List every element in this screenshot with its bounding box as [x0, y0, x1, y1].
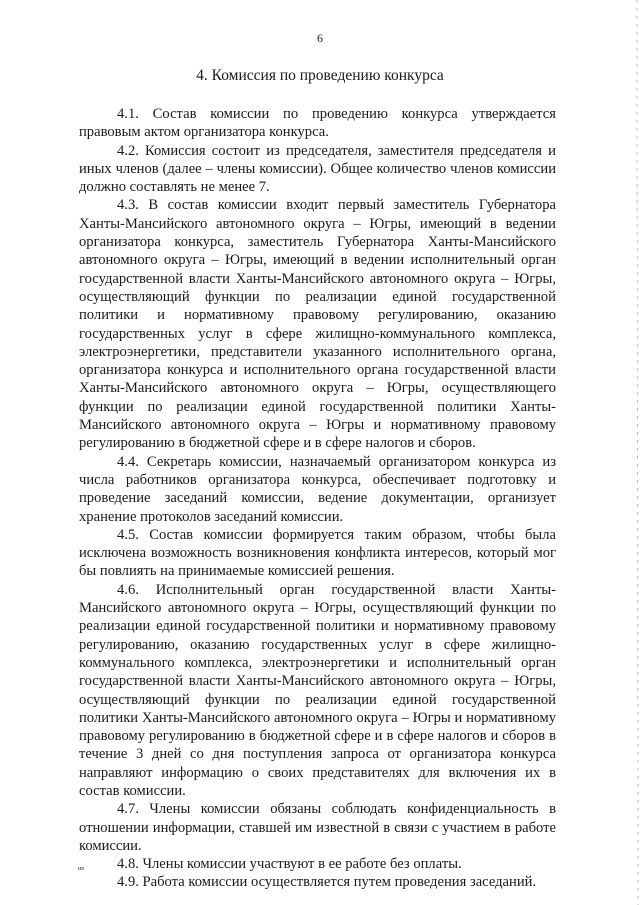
- page-number: 6: [317, 31, 323, 45]
- paragraph-4-3: 4.3. В состав комиссии входит первый заместитель Губернатора Ханты-Мансийского автономного округа – Югры, имеющий в ведении организатора конкурса, заместитель Губернатора Ханты-Мансийского автономного округа – Югры, имеющий в ведении исполнительный орган государственной власти Ханты-Мансийского автономного округа – Югры, осуществляющий функции по реализации единой государственной политики и нормативному правовому регулированию, оказанию государственных услуг в сфере жилищно-коммунального комплекса, электроэнергетики, представители указанного исполнительного органа, организатора конкурса и исполнительного органа государственной власти Ханты-Мансийского автономного округа – Югры, осуществляющего функции по реализации единой государственной политики Ханты-Мансийского автономного округа – Югры и нормативному правовому регулированию в бюджетной сфере и в сфере налогов и сборов.: [79, 197, 556, 452]
- scan-edge-shading: [634, 0, 640, 905]
- paragraph-4-4: 4.4. Секретарь комиссии, назначаемый организатором конкурса из числа работников организатора конкурса, обеспечивает подготовку и проведение заседаний комиссии, ведение документации, организует хранение протоколов заседаний комиссии.: [79, 453, 556, 525]
- document-body: [79, 105, 556, 892]
- paragraph-4-2: 4.2. Комиссия состоит из председателя, заместителя председателя и иных членов (далее – члены комиссии). Общее количество членов комиссии должно составлять не менее 7.: [79, 142, 556, 196]
- paragraph-4-7: 4.7. Члены комиссии обязаны соблюдать конфиденциальность в отношении информации, ставшей им известной в связи с участием в работе комиссии.: [79, 801, 556, 854]
- paragraph-4-1: 4.1. Состав комиссии по проведению конкурса утверждается правовым актом организатора конкурса.: [79, 106, 556, 141]
- paragraph-4-6: 4.6. Исполнительный орган государственной власти Ханты-Мансийского автономного округа – Югры, осуществляющий функции по реализации единой государственной политики и нормативному правовому регулированию, оказанию государственных услуг в сфере жилищно-коммунального комплекса, электроэнергетики и исполнительный орган государственной власти Ханты-Мансийского автономного округа – Югры, осуществляющий функции по реализации единой государственной политики Ханты-Мансийского автономного округа – Югры и нормативному правовому регулированию в бюджетной сфере и в сфере налогов и сборов в течение 3 дней со дня поступления запроса от организатора конкурса направляют информацию о своих представителях для включения их в состав комиссии.: [79, 581, 556, 799]
- paragraph-4-5: 4.5. Состав комиссии формируется таким образом, чтобы была исключена возможность возникновения конфликта интересов, который мог бы повлиять на принимаемые комиссией решения.: [79, 526, 556, 580]
- paragraph-4-8: 4.8. Члены комиссии участвуют в ее работе без оплаты.: [117, 856, 462, 873]
- footer-mark: ив: [78, 866, 85, 872]
- paragraph-4-9: 4.9. Работа комиссии осуществляется путем проведения заседаний.: [117, 874, 537, 891]
- section-heading: 4. Комиссия по проведению конкурса: [196, 67, 444, 84]
